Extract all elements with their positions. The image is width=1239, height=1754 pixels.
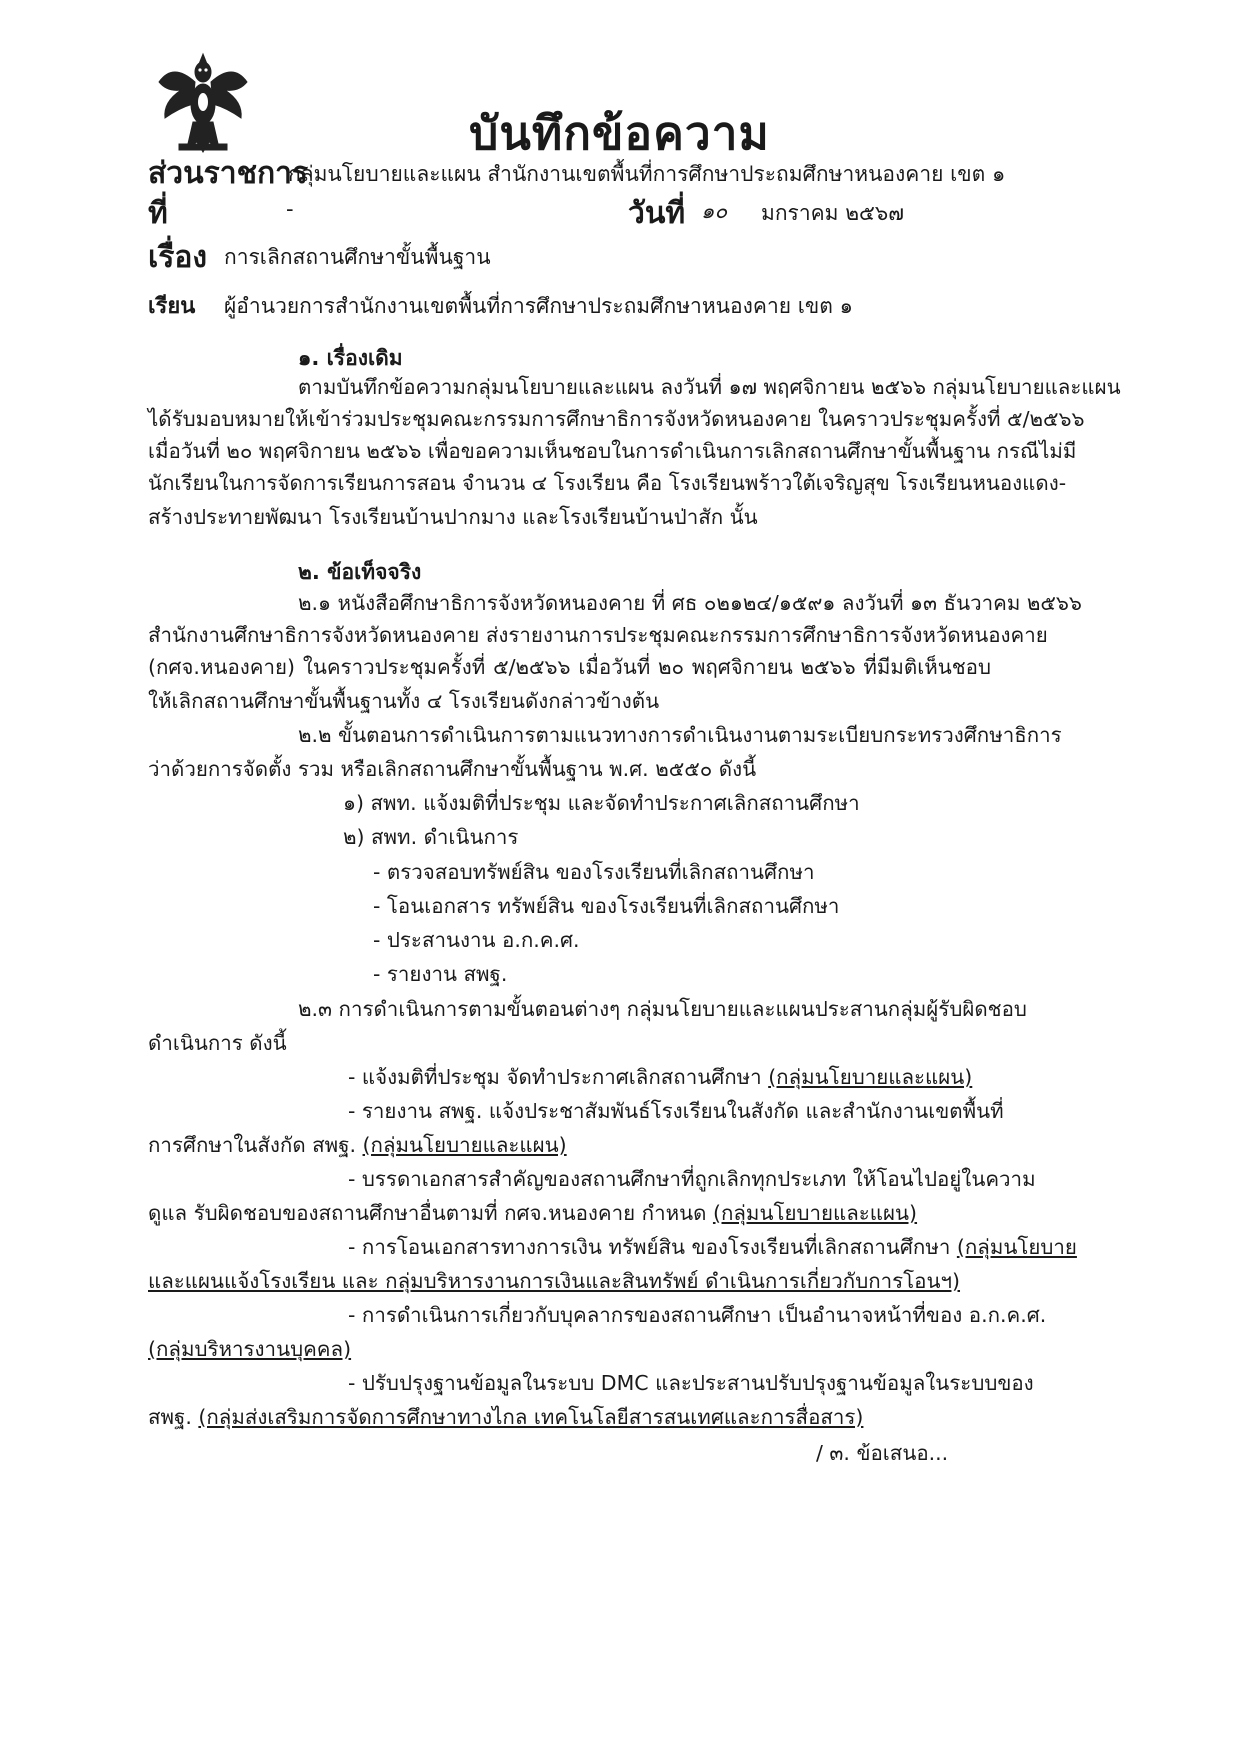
s23-item: - ปรับปรุงฐานข้อมูลในระบบ DMC และประสานปรับปรุงฐานข้อมูลในระบบของ <box>348 1371 1034 1395</box>
responsible-group: (กลุ่มบริหารงานบุคคล) <box>148 1337 352 1361</box>
s22-bullet: - รายงาน สพฐ. <box>373 962 508 986</box>
s23-item <box>348 1060 972 1094</box>
ref-value: - <box>286 197 294 221</box>
item-text: การศึกษาในสังกัด สพฐ. <box>148 1133 363 1157</box>
s23-item-cont <box>148 1400 863 1434</box>
s22-step: ๒) สพท. ดำเนินการ <box>343 825 519 849</box>
ref-label: ที่ <box>148 196 168 231</box>
to-value: ผู้อำนวยการสำนักงานเขตพื้นที่การศึกษาประถมศึกษาหนองคาย เขต ๑ <box>224 294 853 318</box>
s23-line: ดำเนินการ ดังนี้ <box>148 1031 287 1055</box>
section1-heading: ๑. เรื่องเดิม <box>298 346 403 370</box>
responsible-group: (กลุ่มนโยบายและแผน) <box>362 1133 567 1157</box>
page-title: บันทึกข้อความ <box>469 106 770 160</box>
responsible-group: (กลุ่มนโยบายและแผน) <box>768 1065 973 1089</box>
s22-bullet: - โอนเอกสาร ทรัพย์สิน ของโรงเรียนที่เลิกสถานศึกษา <box>373 894 840 918</box>
s21-line: (กศจ.หนองคาย) ในคราวประชุมครั้งที่ ๕/๒๕๖๖ เมื่อวันที่ ๒๐ พฤศจิกายน ๒๕๖๖ ที่มีมติเห็นชอบ <box>148 655 991 679</box>
s23-item-cont <box>148 1196 917 1230</box>
responsible-group: (กลุ่มนโยบาย <box>956 1235 1077 1259</box>
date-label: วันที่ <box>628 196 686 231</box>
s22-line: ๒.๒ ขั้นตอนการดำเนินการตามแนวทางการดำเนินงานตามระเบียบกระทรวงศึกษาธิการ <box>298 723 1062 747</box>
continue-note: / ๓. ข้อเสนอ... <box>816 1441 949 1465</box>
division-label: ส่วนราชการ <box>148 156 309 191</box>
s23-item: - บรรดาเอกสารสำคัญของสถานศึกษาที่ถูกเลิกทุกประเภท ให้โอนไปอยู่ในความ <box>348 1167 1036 1191</box>
s1-line: เมื่อวันที่ ๒๐ พฤศจิกายน ๒๕๖๖ เพื่อขอความเห็นชอบในการดำเนินการเลิกสถานศึกษาขั้นพื้นฐาน กรณีไม่มี <box>148 439 1077 463</box>
s22-bullet: - ตรวจสอบทรัพย์สิน ของโรงเรียนที่เลิกสถานศึกษา <box>373 860 815 884</box>
date-value: มกราคม ๒๕๖๗ <box>761 201 905 225</box>
responsible-group: (กลุ่มส่งเสริมการจัดการศึกษาทางไกล เทคโนโลยีสารสนเทศและการสื่อสาร) <box>198 1405 864 1429</box>
subject-value: การเลิกสถานศึกษาขั้นพื้นฐาน <box>224 245 491 269</box>
s23-item <box>348 1230 1077 1264</box>
s23-line: ๒.๓ การดำเนินการตามขั้นตอนต่างๆ กลุ่มนโยบายและแผนประสานกลุ่มผู้รับผิดชอบ <box>298 997 1027 1021</box>
to-label: เรียน <box>148 294 196 319</box>
item-text: ดูแล รับผิดชอบของสถานศึกษาอื่นตามที่ กศจ.หนองคาย กำหนด <box>148 1201 713 1225</box>
s23-item-cont <box>148 1128 567 1162</box>
s22-step: ๑) สพท. แจ้งมติที่ประชุม และจัดทำประกาศเลิกสถานศึกษา <box>343 791 860 815</box>
item-text: - แจ้งมติที่ประชุม จัดทำประกาศเลิกสถานศึกษา <box>348 1065 769 1089</box>
subject-label: เรื่อง <box>148 240 208 275</box>
s23-item: - การดำเนินการเกี่ยวกับบุคลากรของสถานศึกษา เป็นอำนาจหน้าที่ของ อ.ก.ค.ศ. <box>348 1303 1047 1327</box>
s21-line: ให้เลิกสถานศึกษาขั้นพื้นฐานทั้ง ๔ โรงเรียนดังกล่าวข้างต้น <box>148 689 660 713</box>
s22-line: ว่าด้วยการจัดตั้ง รวม หรือเลิกสถานศึกษาขั้นพื้นฐาน พ.ศ. ๒๕๕๐ ดังนี้ <box>148 757 757 781</box>
s21-line: สำนักงานศึกษาธิการจังหวัดหนองคาย ส่งรายงานการประชุมคณะกรรมการศึกษาธิการจังหวัดหนองคาย <box>148 623 1048 647</box>
s21-line: ๒.๑ หนังสือศึกษาธิการจังหวัดหนองคาย ที่ ศธ ๐๒๑๒๔/๑๕๙๑ ลงวันที่ ๑๓ ธันวาคม ๒๕๖๖ <box>298 591 1082 615</box>
s22-bullet: - ประสานงาน อ.ก.ค.ศ. <box>373 928 580 952</box>
s23-item: - รายงาน สพฐ. แจ้งประชาสัมพันธ์โรงเรียนในสังกัด และสำนักงานเขตพื้นที่ <box>348 1099 1004 1123</box>
division-value: กลุ่มนโยบายและแผน สำนักงานเขตพื้นที่การศึกษาประถมศึกษาหนองคาย เขต ๑ <box>288 162 1006 186</box>
s1-line: ได้รับมอบหมายให้เข้าร่วมประชุมคณะกรรมการศึกษาธิการจังหวัดหนองคาย ในคราวประชุมครั้งที่ ๕/๒๕๖๖ <box>148 407 1085 431</box>
item-text: สพฐ. <box>148 1405 199 1429</box>
date-day: ๑๐ <box>701 199 728 223</box>
section2-heading: ๒. ข้อเท็จจริง <box>298 560 422 584</box>
s1-line: นักเรียนในการจัดการเรียนการสอน จำนวน ๔ โรงเรียน คือ โรงเรียนพร้าวใต้เจริญสุข โรงเรียนหนองแดง- <box>148 471 1067 495</box>
responsible-group: และแผนแจ้งโรงเรียน และ กลุ่มบริหารงานการเงินและสินทรัพย์ ดำเนินการเกี่ยวกับการโอนฯ) <box>148 1269 961 1293</box>
responsible-group: (กลุ่มนโยบายและแผน) <box>712 1201 918 1225</box>
s1-line: สร้างประทายพัฒนา โรงเรียนบ้านปากมาง และโรงเรียนบ้านป่าสัก นั้น <box>148 505 758 529</box>
item-text: - การโอนเอกสารทางการเงิน ทรัพย์สิน ของโรงเรียนที่เลิกสถานศึกษา <box>348 1235 957 1259</box>
s1-line: ตามบันทึกข้อความกลุ่มนโยบายและแผน ลงวันที่ ๑๗ พฤศจิกายน ๒๕๖๖ กลุ่มนโยบายและแผน <box>298 375 1121 399</box>
